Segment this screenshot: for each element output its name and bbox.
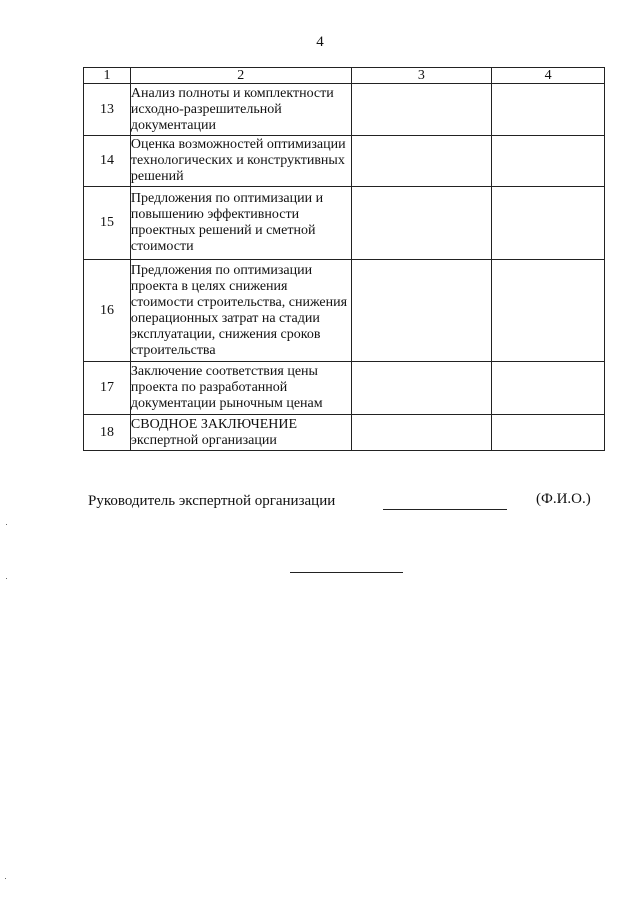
row-cell-3 bbox=[351, 136, 492, 187]
row-cell-3 bbox=[351, 415, 492, 451]
signature-fio: (Ф.И.О.) bbox=[536, 491, 591, 507]
row-cell-3 bbox=[351, 187, 492, 260]
row-description: Оценка возможностей оптимизации технологических и конструктивных решений bbox=[130, 136, 351, 187]
row-description: Заключение соответствия цены проекта по разработанной документации рыночным ценам bbox=[130, 362, 351, 415]
signature-label: Руководитель экспертной организации bbox=[88, 493, 336, 509]
row-cell-4 bbox=[492, 415, 605, 451]
signature-underline bbox=[383, 509, 507, 510]
row-number: 18 bbox=[84, 415, 131, 451]
row-cell-4 bbox=[492, 136, 605, 187]
table-row bbox=[84, 415, 605, 451]
row-cell-4 bbox=[492, 260, 605, 362]
row-number: 14 bbox=[84, 136, 131, 187]
row-description: СВОДНОЕ ЗАКЛЮЧЕНИЕ экспертной организации bbox=[130, 415, 351, 451]
table-row bbox=[84, 136, 605, 187]
row-cell-3 bbox=[351, 362, 492, 415]
scan-speck bbox=[6, 578, 7, 579]
row-description: Предложения по оптимизации проекта в целях снижения стоимости строительства, снижения операционных затрат на стадии эксплуатации, снижения сроков строительства bbox=[130, 260, 351, 362]
row-number: 15 bbox=[84, 187, 131, 260]
table-row bbox=[84, 260, 605, 362]
table-row bbox=[84, 187, 605, 260]
page-number: 4 bbox=[316, 34, 324, 50]
row-description: Анализ полноты и комплектности исходно-разрешительной документации bbox=[130, 84, 351, 136]
table-row bbox=[84, 362, 605, 415]
column-header-2: 2 bbox=[130, 68, 351, 84]
closing-rule bbox=[290, 572, 403, 573]
scan-speck bbox=[5, 878, 6, 879]
row-number: 16 bbox=[84, 260, 131, 362]
row-cell-4 bbox=[492, 362, 605, 415]
column-header-4: 4 bbox=[492, 68, 605, 84]
row-description: Предложения по оптимизации и повышению эффективности проектных решений и сметной стоимости bbox=[130, 187, 351, 260]
row-number: 17 bbox=[84, 362, 131, 415]
column-header-3: 3 bbox=[351, 68, 492, 84]
row-cell-4 bbox=[492, 84, 605, 136]
expertise-table bbox=[83, 67, 605, 451]
row-cell-4 bbox=[492, 187, 605, 260]
scan-speck bbox=[6, 524, 7, 525]
row-cell-3 bbox=[351, 260, 492, 362]
table-row bbox=[84, 84, 605, 136]
row-number: 13 bbox=[84, 84, 131, 136]
row-cell-3 bbox=[351, 84, 492, 136]
table-header-row bbox=[84, 68, 605, 84]
column-header-1: 1 bbox=[84, 68, 131, 84]
